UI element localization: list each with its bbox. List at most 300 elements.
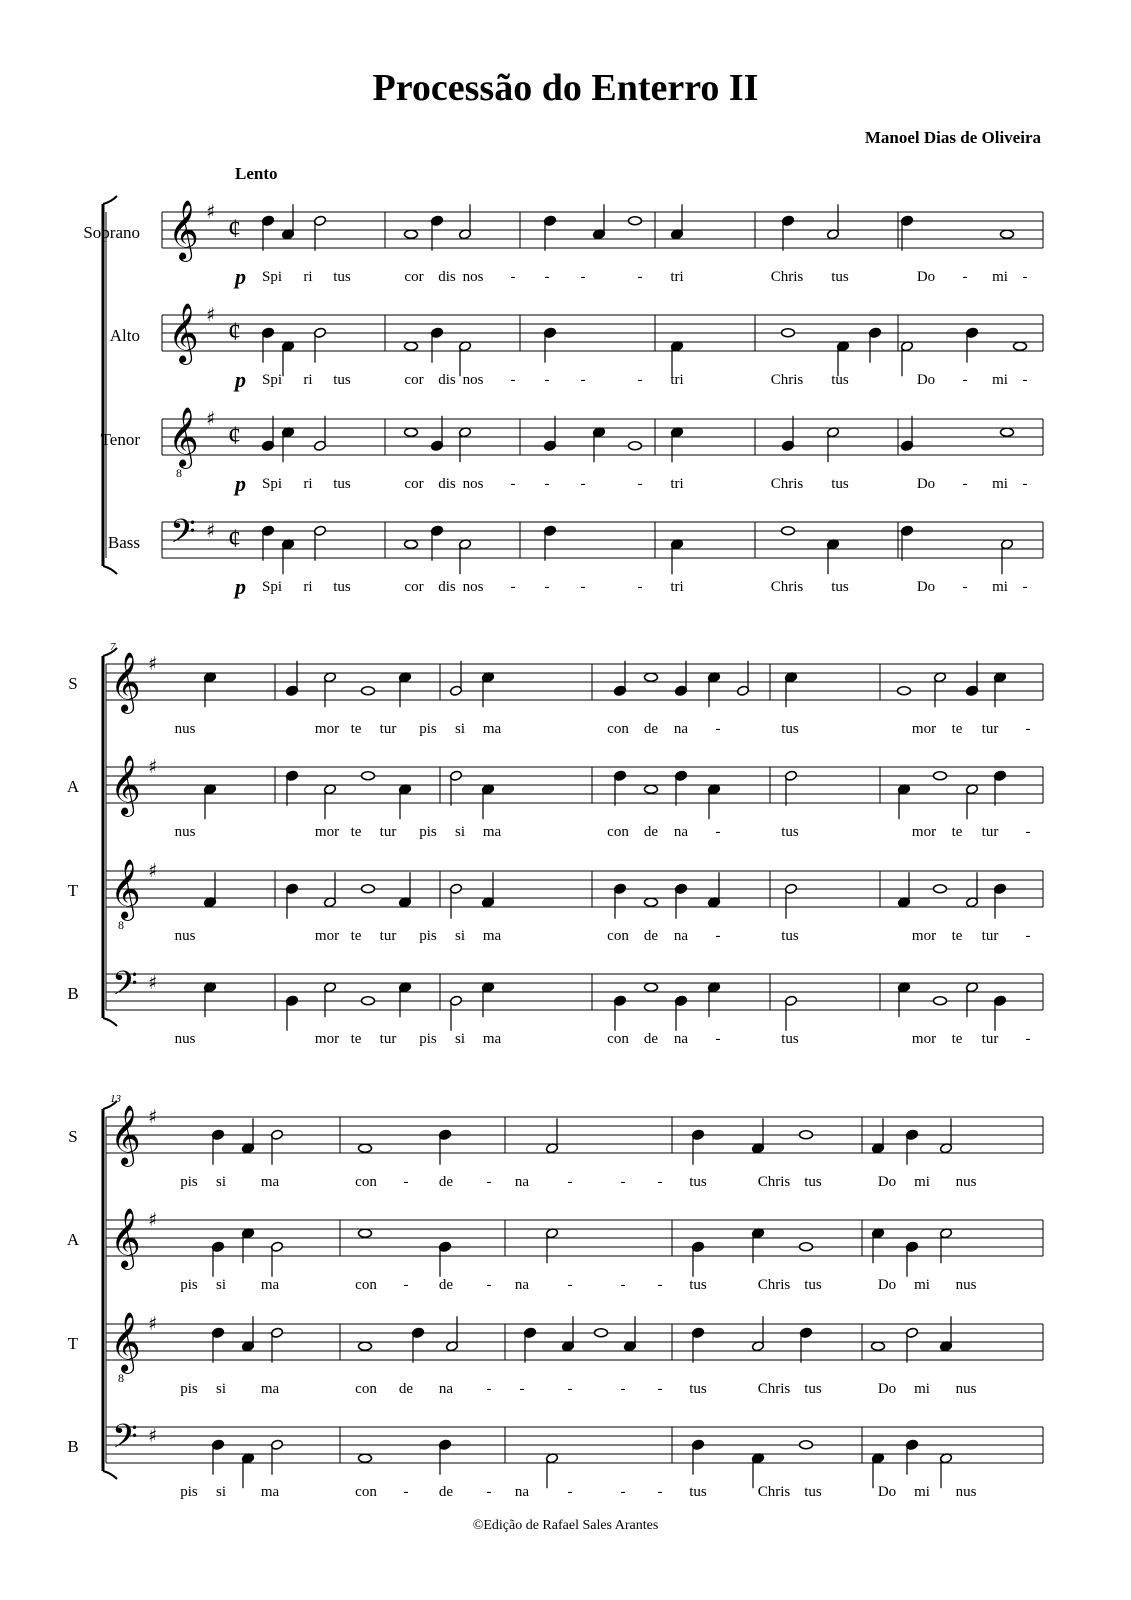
lyric-syllable: -: [486, 1174, 492, 1190]
lyric-syllable: si: [215, 1381, 227, 1397]
half-note: [458, 427, 471, 463]
key-signature-sharp-icon: ♯: [206, 520, 216, 542]
treble-clef-icon: 𝄞: [110, 1312, 141, 1372]
treble-clef-icon: 𝄞: [110, 1208, 141, 1268]
bass-clef-icon: 𝄢: [112, 965, 138, 1011]
half-note: [323, 672, 336, 708]
whole-note: [1001, 428, 1014, 436]
quarter-note: [900, 525, 913, 561]
lyric-syllable: dis: [438, 269, 456, 285]
quarter-note: [543, 215, 556, 251]
lyric-syllable: dis: [438, 476, 456, 492]
lyric-syllable: mi: [992, 476, 1008, 492]
half-note: [545, 1118, 558, 1154]
lyric-syllable: -: [1022, 579, 1028, 595]
quarter-note: [203, 872, 216, 908]
quarter-note: [203, 982, 216, 1018]
whole-note: [405, 230, 418, 238]
lyric-syllable: mor: [911, 824, 937, 840]
half-note: [445, 1316, 458, 1352]
measure-number: 7: [110, 641, 116, 653]
whole-note: [1014, 342, 1027, 350]
voice-abbr-b: B: [67, 984, 79, 1003]
cut-time-icon: ¢: [228, 421, 241, 450]
quarter-note: [211, 1241, 224, 1277]
quarter-note: [281, 427, 294, 463]
whole-note: [405, 428, 418, 436]
lyric-syllable: ma: [482, 721, 502, 737]
whole-note: [359, 1229, 372, 1237]
quarter-note: [670, 341, 683, 377]
lyric-syllable: tus: [831, 372, 849, 388]
lyric-syllable: si: [215, 1174, 227, 1190]
copyright-footer: ©Edição de Rafael Sales Arantes: [472, 1518, 659, 1533]
key-signature-sharp-icon: ♯: [206, 304, 216, 326]
whole-note: [405, 540, 418, 548]
lyric-syllable: tus: [831, 579, 849, 595]
quarter-note: [241, 1118, 254, 1154]
voice-abbr-s: S: [68, 1127, 78, 1146]
treble-clef-icon: 𝄞: [168, 200, 199, 260]
lyric-syllable: Do: [916, 476, 936, 492]
quarter-note: [211, 1439, 224, 1475]
quarter-note: [398, 982, 411, 1018]
lyric-syllable: ri: [303, 372, 313, 388]
whole-note: [645, 898, 658, 906]
lyric-syllable: cor: [404, 269, 424, 285]
bracket-top: [103, 196, 117, 204]
whole-note: [362, 687, 375, 695]
whole-note: [362, 997, 375, 1005]
lyric-syllable: nos: [462, 372, 484, 388]
quarter-note: [613, 770, 626, 806]
lyric-syllable: -: [1022, 476, 1028, 492]
quarter-note: [241, 1228, 254, 1264]
lyric-syllable: mi: [992, 579, 1008, 595]
whole-note: [362, 885, 375, 893]
whole-note: [629, 442, 642, 450]
bass-clef-icon: 𝄢: [170, 513, 196, 559]
lyric-syllable: nus: [174, 1031, 196, 1047]
system-2: [103, 648, 1043, 1031]
lyric-syllable: Do: [877, 1174, 897, 1190]
lyric-syllable: tus: [333, 269, 351, 285]
half-note: [458, 341, 471, 377]
quarter-note: [897, 784, 910, 820]
octave-marker: 8: [176, 466, 182, 480]
quarter-note: [285, 995, 298, 1031]
lyric-syllable: pis: [419, 721, 437, 737]
staff-t: [106, 1312, 1043, 1385]
quarter-note: [211, 1327, 224, 1363]
half-note: [933, 672, 946, 708]
quarter-note: [674, 661, 687, 697]
quarter-note: [784, 672, 797, 708]
key-signature-sharp-icon: ♯: [148, 1425, 158, 1447]
whole-note: [800, 1243, 813, 1251]
treble-clef-icon: 𝄞: [110, 859, 141, 919]
lyric-syllable: Chris: [757, 1381, 791, 1397]
lyric-syllable: te: [350, 928, 362, 944]
lyric-syllable: si: [454, 928, 466, 944]
treble-clef-icon: 𝄞: [168, 303, 199, 363]
lyric-syllable: -: [620, 1381, 626, 1397]
lyric-syllable: Spi: [261, 579, 283, 595]
half-note: [449, 883, 462, 919]
treble-clef-icon: 𝄞: [110, 1105, 141, 1165]
lyric-syllable: -: [544, 476, 550, 492]
half-note: [270, 1241, 283, 1277]
quarter-note: [691, 1241, 704, 1277]
lyric-syllable: na: [514, 1174, 530, 1190]
quarter-note: [543, 327, 556, 363]
lyric-syllable: con: [355, 1277, 377, 1293]
voice-abbr-b: B: [67, 1437, 79, 1456]
lyric-syllable: mor: [911, 1031, 937, 1047]
lyric-syllable: tus: [804, 1381, 822, 1397]
lyric-syllable: cor: [404, 372, 424, 388]
lyric-syllable: si: [454, 824, 466, 840]
lyric-syllable: na: [673, 824, 689, 840]
lyric-syllable: tus: [804, 1484, 822, 1500]
lyric-syllable: -: [715, 824, 721, 840]
lyric-syllable: Chris: [757, 1174, 791, 1190]
quarter-note: [613, 883, 626, 919]
quarter-note: [261, 525, 274, 561]
whole-note: [359, 1144, 372, 1152]
key-signature-sharp-icon: ♯: [148, 756, 158, 778]
quarter-note: [398, 672, 411, 708]
quarter-note: [430, 327, 443, 363]
quarter-note: [261, 327, 274, 363]
quarter-note: [438, 1241, 451, 1277]
lyric-syllable: ma: [260, 1174, 280, 1190]
quarter-note: [993, 995, 1006, 1031]
lyric-syllable: -: [620, 1484, 626, 1500]
lyric-syllable: -: [510, 269, 516, 285]
quarter-note: [674, 883, 687, 919]
lyric-syllable: -: [486, 1277, 492, 1293]
lyric-syllable: -: [657, 1277, 663, 1293]
quarter-note: [691, 1327, 704, 1363]
quarter-note: [430, 416, 443, 452]
lyric-syllable: mor: [911, 721, 937, 737]
quarter-note: [799, 1327, 812, 1363]
lyric-syllable: -: [962, 269, 968, 285]
whole-note: [800, 1441, 813, 1449]
half-note: [323, 784, 336, 820]
lyric-syllable: nus: [955, 1174, 977, 1190]
lyric-syllable: de: [398, 1381, 414, 1397]
whole-note: [782, 329, 795, 337]
lyric-syllable: nos: [462, 579, 484, 595]
bracket-bottom: [103, 1018, 117, 1026]
lyric-syllable: tus: [831, 269, 849, 285]
lyric-syllable: tri: [670, 372, 684, 388]
whole-note: [800, 1131, 813, 1139]
half-note: [270, 1439, 283, 1475]
lyric-syllable: Spi: [261, 476, 283, 492]
lyric-syllable: tus: [781, 824, 799, 840]
lyric-syllable: -: [715, 928, 721, 944]
key-signature-sharp-icon: ♯: [148, 1209, 158, 1231]
whole-note: [595, 1329, 608, 1337]
cut-time-icon: ¢: [228, 317, 241, 346]
lyric-syllable: -: [1025, 721, 1031, 737]
lyric-syllable: Spi: [261, 372, 283, 388]
quarter-note: [993, 770, 1006, 806]
quarter-note: [670, 427, 683, 463]
lyric-syllable: nus: [174, 721, 196, 737]
quarter-note: [285, 770, 298, 806]
lyric-syllable: tus: [781, 721, 799, 737]
half-note: [905, 1327, 918, 1363]
quarter-note: [438, 1129, 451, 1165]
quarter-note: [751, 1228, 764, 1264]
lyric-syllable: nus: [955, 1381, 977, 1397]
octave-marker: 8: [118, 1371, 124, 1385]
system-3: [103, 1101, 1043, 1488]
lyric-syllable: -: [715, 1031, 721, 1047]
half-note: [784, 883, 797, 919]
lyric-syllable: si: [454, 721, 466, 737]
half-note: [939, 1118, 952, 1154]
lyric-syllable: con: [607, 721, 629, 737]
quarter-note: [691, 1439, 704, 1475]
bracket-bottom: [103, 1471, 117, 1479]
lyric-syllable: -: [715, 721, 721, 737]
quarter-note: [241, 1316, 254, 1352]
octave-marker: 8: [118, 918, 124, 932]
half-note: [458, 539, 471, 575]
whole-note: [645, 785, 658, 793]
lyric-syllable: Chris: [770, 579, 804, 595]
half-note: [965, 982, 978, 1018]
lyric-syllable: tus: [781, 928, 799, 944]
key-signature-sharp-icon: ♯: [148, 972, 158, 994]
lyric-syllable: mor: [314, 824, 340, 840]
lyric-syllable: cor: [404, 579, 424, 595]
quarter-note: [398, 784, 411, 820]
quarter-note: [281, 539, 294, 575]
whole-note: [362, 772, 375, 780]
quarter-note: [905, 1439, 918, 1475]
lyric-syllable: -: [620, 1277, 626, 1293]
whole-note: [872, 1342, 885, 1350]
voice-abbr-a: A: [66, 1230, 80, 1249]
quarter-note: [905, 1241, 918, 1277]
quarter-note: [691, 1129, 704, 1165]
lyric-syllable: pis: [180, 1277, 198, 1293]
voice-abbr-a: A: [66, 777, 80, 796]
quarter-note: [613, 995, 626, 1031]
quarter-note: [751, 1453, 764, 1489]
lyric-syllable: te: [951, 1031, 963, 1047]
lyric-syllable: pis: [180, 1381, 198, 1397]
quarter-note: [900, 416, 913, 452]
lyric-syllable: -: [580, 372, 586, 388]
quarter-note: [281, 204, 294, 240]
composer: Manoel Dias de Oliveira: [864, 128, 1041, 147]
lyric-syllable: nus: [174, 824, 196, 840]
voice-abbr-t: T: [67, 881, 79, 900]
whole-note: [934, 885, 947, 893]
quarter-note: [481, 872, 494, 908]
lyric-syllable: tur: [379, 1031, 397, 1047]
quarter-note: [438, 1439, 451, 1475]
quarter-note: [707, 872, 720, 908]
lyric-syllable: de: [438, 1484, 454, 1500]
lyric-syllable: -: [510, 372, 516, 388]
half-note: [458, 204, 471, 240]
quarter-note: [211, 1129, 224, 1165]
lyric-syllable: tur: [379, 721, 397, 737]
lyric-syllable: na: [514, 1484, 530, 1500]
lyric-syllable: mor: [314, 721, 340, 737]
dynamic-marking: p: [235, 574, 246, 599]
lyric-syllable: na: [514, 1277, 530, 1293]
lyric-syllable: Do: [877, 1277, 897, 1293]
lyric-syllable: nos: [462, 476, 484, 492]
lyric-syllable: te: [951, 928, 963, 944]
lyric-syllable: Do: [877, 1484, 897, 1500]
quarter-note: [411, 1327, 424, 1363]
treble-clef-icon: 𝄞: [110, 652, 141, 712]
bracket-bottom: [103, 566, 117, 574]
lyric-syllable: -: [657, 1174, 663, 1190]
lyric-syllable: dis: [438, 372, 456, 388]
lyric-syllable: -: [567, 1484, 573, 1500]
dynamic-marking: p: [235, 264, 246, 289]
lyric-syllable: con: [355, 1174, 377, 1190]
lyric-syllable: -: [637, 372, 643, 388]
lyric-syllable: pis: [180, 1484, 198, 1500]
lyric-syllable: Do: [916, 579, 936, 595]
lyric-syllable: -: [657, 1484, 663, 1500]
cut-time-icon: ¢: [228, 214, 241, 243]
lyric-syllable: -: [403, 1277, 409, 1293]
lyric-syllable: -: [620, 1174, 626, 1190]
staff-t: [162, 407, 1043, 480]
lyric-syllable: con: [607, 1031, 629, 1047]
voice-label-a: Alto: [109, 326, 140, 345]
staff-a: [106, 1208, 1043, 1277]
lyric-syllable: tri: [670, 476, 684, 492]
cut-time-icon: ¢: [228, 524, 241, 553]
lyric-syllable: nos: [462, 269, 484, 285]
half-note: [313, 215, 326, 251]
lyric-syllable: te: [951, 721, 963, 737]
quarter-note: [993, 883, 1006, 919]
whole-note: [898, 687, 911, 695]
lyric-syllable: nus: [174, 928, 196, 944]
lyric-syllable: te: [350, 721, 362, 737]
lyric-syllable: de: [438, 1277, 454, 1293]
lyric-syllable: pis: [419, 928, 437, 944]
lyric-syllable: de: [643, 1031, 659, 1047]
whole-note: [934, 997, 947, 1005]
system-1: [103, 196, 1043, 574]
lyric-syllable: tus: [689, 1381, 707, 1397]
lyric-syllable: con: [355, 1381, 377, 1397]
quarter-note: [707, 784, 720, 820]
lyric-syllable: na: [673, 928, 689, 944]
half-note: [736, 661, 749, 697]
lyric-syllable: tus: [831, 476, 849, 492]
lyric-syllable: con: [355, 1484, 377, 1500]
quarter-note: [203, 784, 216, 820]
quarter-note: [965, 661, 978, 697]
lyric-syllable: dis: [438, 579, 456, 595]
lyric-syllable: si: [454, 1031, 466, 1047]
lyric-syllable: -: [486, 1381, 492, 1397]
quarter-note: [430, 215, 443, 251]
lyric-syllable: tus: [804, 1174, 822, 1190]
lyric-syllable: mi: [992, 269, 1008, 285]
lyric-syllable: mor: [314, 928, 340, 944]
voice-abbr-s: S: [68, 674, 78, 693]
whole-note: [629, 217, 642, 225]
quarter-note: [900, 215, 913, 251]
voice-label-s: Soprano: [83, 223, 140, 242]
treble-clef-icon: 𝄞: [168, 407, 199, 467]
lyric-syllable: Do: [916, 269, 936, 285]
half-note: [965, 872, 978, 908]
lyric-syllable: con: [607, 824, 629, 840]
lyric-syllable: ma: [482, 1031, 502, 1047]
quarter-note: [285, 661, 298, 697]
lyric-syllable: Chris: [770, 269, 804, 285]
quarter-note: [674, 770, 687, 806]
lyric-syllable: tus: [333, 372, 351, 388]
half-note: [751, 1316, 764, 1352]
half-note: [545, 1228, 558, 1264]
staff-s: [162, 200, 1043, 262]
lyric-syllable: -: [1025, 1031, 1031, 1047]
tempo-marking: Lento: [235, 164, 278, 183]
lyric-syllable: -: [403, 1484, 409, 1500]
whole-note: [934, 772, 947, 780]
lyric-syllable: de: [643, 928, 659, 944]
lyric-syllable: ma: [482, 928, 502, 944]
lyric-syllable: -: [962, 476, 968, 492]
quarter-note: [897, 982, 910, 1018]
quarter-note: [670, 204, 683, 240]
half-note: [784, 995, 797, 1031]
lyric-syllable: Chris: [770, 476, 804, 492]
lyric-syllable: -: [486, 1484, 492, 1500]
lyric-syllable: -: [637, 476, 643, 492]
lyric-syllable: mor: [314, 1031, 340, 1047]
lyric-syllable: pis: [419, 824, 437, 840]
lyric-syllable: na: [438, 1381, 454, 1397]
voice-label-t: Tenor: [100, 430, 140, 449]
quarter-note: [965, 327, 978, 363]
whole-note: [645, 673, 658, 681]
quarter-note: [707, 672, 720, 708]
lyric-syllable: -: [1022, 372, 1028, 388]
dynamic-marking: p: [235, 367, 246, 392]
whole-note: [405, 342, 418, 350]
lyric-syllable: -: [637, 269, 643, 285]
lyric-syllable: tus: [689, 1277, 707, 1293]
quarter-note: [241, 1453, 254, 1489]
lyric-syllable: -: [510, 476, 516, 492]
lyric-syllable: -: [657, 1381, 663, 1397]
quarter-note: [897, 872, 910, 908]
lyric-syllable: ma: [482, 824, 502, 840]
quarter-note: [751, 1118, 764, 1154]
